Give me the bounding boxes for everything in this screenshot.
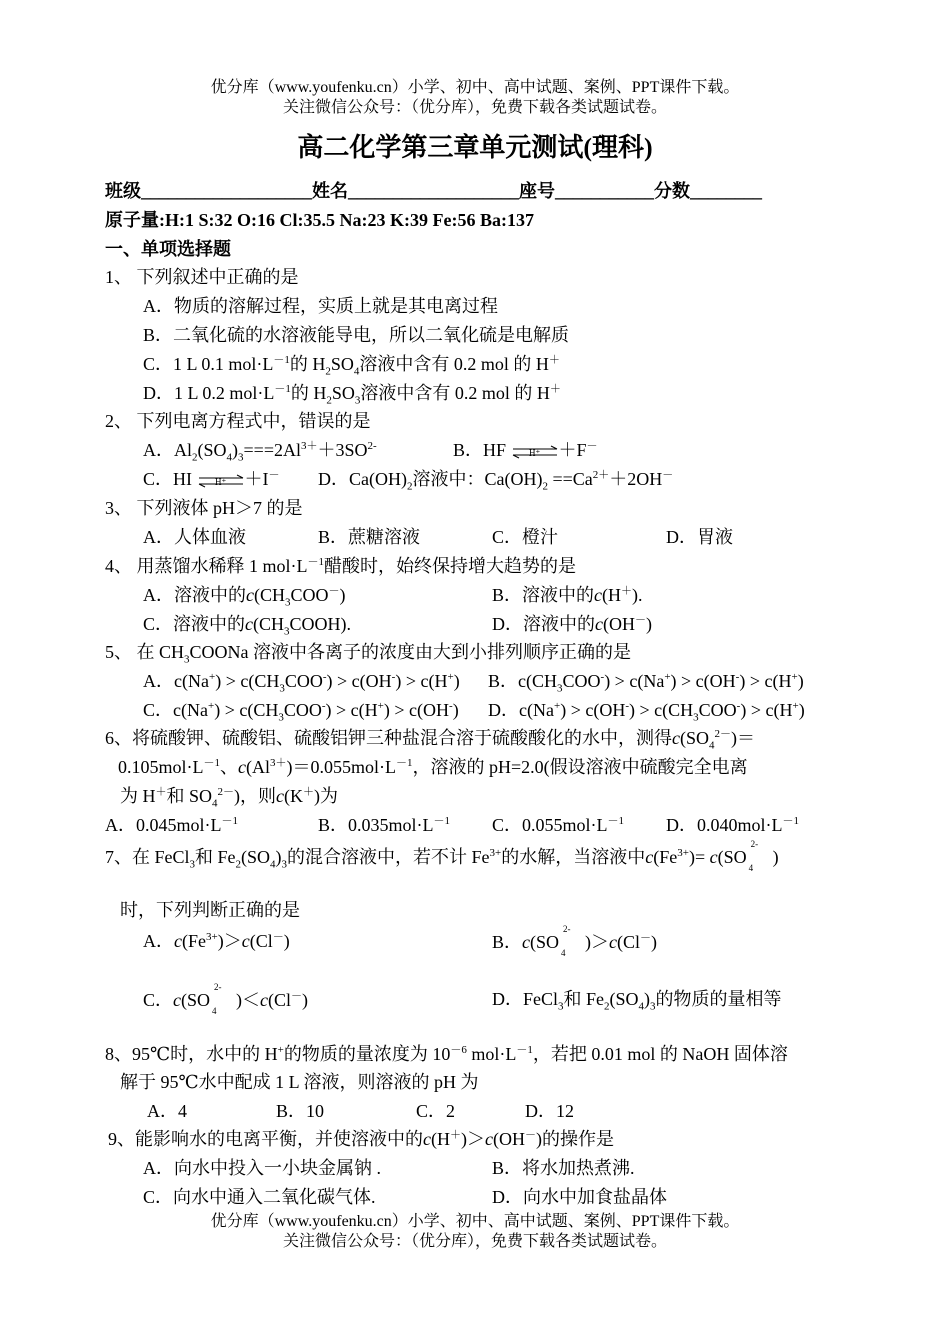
q4-option-d: D．溶液中的c(OH－) [492,614,652,634]
q2-option-d: D．$Ca(OH)_2$溶液中：$Ca(OH)_2 ==Ca^{2+}+2OH^-$ [318,469,674,493]
question-8-line-2: 解于 95℃水中配成 1 L 溶液，则溶液的 pH 为 [120,1072,479,1092]
question-7-line-2: 时，下列判断正确的是 [120,900,300,920]
q6-option-a: A．$0.045mol\cdot L^{-1}$ [105,815,238,835]
question-6-line-1: 6、将硫酸钾、硫酸铝、硫酸铝钾三种盐混合溶于硫酸酸化的水中，测得$c(SO_4^{2-})=$ [105,728,756,752]
q8-option-a: A．4 [147,1101,187,1121]
q2-option-a: A．$Al_2(SO_4)_3===2Al^{3+}+3SO^{2-}$ [143,440,377,464]
q4-option-a: A．溶液中的$c(CH_3COO^-)$ [143,585,346,609]
seat-field: 座号___________ [519,181,654,201]
q3-option-a: A．人体血液 [143,527,246,547]
svg-text:H⁺: H⁺ [528,447,540,458]
question-7-line-1: 7、在 FeCl$_3$和 $Fe_2(SO_4)_3$的混合溶液中，若不计 $Fe^{3+}$的水解，当溶液中$c(Fe^{3+})= c(SO$ 2- 4 ) [105,839,779,873]
q5-option-b: B．$c(CH_3COO^-) > c(Na^+) > c(OH^-) > c(H^+)$ [488,671,804,695]
q1-option-a: A．物质的溶解过程，实质上就是其电离过程 [143,296,498,316]
footer-line-2: 关注微信公众号：（优分库），免费下载各类试题试卷。 [282,1233,667,1250]
q7-option-c: C．c(SO 2- 4 )＜c(Cl－) [143,982,309,1016]
header-line-1: 优分库（www.youfenku.cn）小学、初中、高中试题、案例、PPT课件下载。 [210,79,740,96]
q9-option-d: D．向水中加食盐晶体 [492,1187,667,1207]
q8-option-d: D．12 [525,1101,574,1121]
score-field: 分数________ [654,181,762,201]
q7-option-d: D．FeCl$_3$和 $Fe_2(SO_4)_3$的物质的量相等 [492,989,782,1013]
q9-option-b: B．将水加热煮沸. [492,1158,635,1178]
q3-option-d: D．胃液 [666,527,733,547]
question-3-stem: 3、 下列液体 pH＞7 的是 [105,498,303,518]
q6-option-c: C．$0.055mol\cdot L^{-1}$ [492,815,624,835]
q1-option-b: B．二氧化硫的水溶液能导电，所以二氧化硫是电解质 [143,325,570,345]
name-field: 姓名___________________ [312,181,519,201]
q1-option-c: C．1 L 0.1 $mol\cdot L^{-1}$的 $H_2SO_4$溶液中含有 0.2 mol 的 H＋ [143,354,560,378]
question-1-stem: 1、 下列叙述中正确的是 [105,267,299,287]
question-6-line-3: 为 H＋和 $SO_4^{2-}$)，则c(K＋)为 [120,786,339,810]
question-9-stem: 9、能影响水的电离平衡，并使溶液中的c(H＋)＞c(OH－)的操作是 [108,1129,614,1149]
q2-option-c: C．HI H⁺ ＋I－ [143,469,280,489]
section-title: 一、单项选择题 [105,239,231,259]
info-line [105,180,762,202]
q5-option-a: A．$c(Na^+) > c(CH_3COO^-) > c(OH^-) > c(H^+)$ [143,671,460,695]
class-field: 班级___________________ [105,181,312,201]
q9-option-c: C．向水中通入二氧化碳气体. [143,1187,376,1207]
equilibrium-arrow-icon [197,474,245,488]
q4-option-b: B．溶液中的c(H＋). [492,585,643,605]
footer-line-1: 优分库（www.youfenku.cn）小学、初中、高中试题、案例、PPT课件下载。 [210,1213,740,1230]
q7-option-b: B．c(SO 2- 4 )＞c(Cl－) [492,924,658,958]
q4-option-c: C．溶液中的$c(CH_3COOH)$. [143,614,352,638]
q2-option-b: B．HF H⁺ ＋F－ [453,440,598,460]
q3-option-b: B．蔗糖溶液 [318,527,421,547]
question-6-line-2: $0.105mol\cdot L^{-1}$、$c(Al^{3+})=0.055mol\cdot L^{-1}$，溶液的 pH=2.0(假设溶液中硫酸完全电离 [118,757,748,777]
header-line-2: 关注微信公众号：（优分库），免费下载各类试题试卷。 [282,99,667,116]
question-5-stem: 5、 在 $CH_3COONa$ 溶液中各离子的浓度由大到小排列顺序正确的是 [105,642,632,666]
q6-option-b: B．$0.035mol\cdot L^{-1}$ [318,815,450,835]
q8-option-b: B．10 [276,1101,325,1121]
question-8-line-1: 8、95℃时，水中的 H+的物质的量浓度为 $10^{-6}$ $mol\cdot L^{-1}$，若把 0.01 mol 的 NaOH 固体溶 [105,1044,788,1064]
q1-option-d: D．1 L 0.2 $mol\cdot L^{-1}$的 $H_2SO_3$溶液中含有 0.2 mol 的 H＋ [143,383,561,407]
page-title: 高二化学第三章单元测试(理科) [297,133,653,162]
svg-text:H⁺: H⁺ [214,476,226,487]
atomic-mass-line: 原子量:H:1 S:32 O:16 Cl:35.5 Na:23 K:39 Fe:56 Ba:137 [105,210,534,230]
q7-option-a: A．$c(Fe^{3+})>c(Cl^-)$ [143,931,290,951]
q3-option-c: C．橙汁 [492,527,559,547]
q5-option-c: C．$c(Na^+) > c(CH_3COO^-) > c(H^+) > c(OH^-)$ [143,700,459,724]
q5-option-d: D．$c(Na^+) > c(OH^-) > c(CH_3COO^-) > c(H^+)$ [488,700,805,724]
q9-option-a: A．向水中投入一小块金属钠 . [143,1158,381,1178]
equilibrium-arrow-icon [511,445,559,459]
q6-option-d: D．$0.040mol\cdot L^{-1}$ [666,815,799,835]
question-2-stem: 2、 下列电离方程式中，错误的是 [105,411,371,431]
question-4-stem: 4、 用蒸馏水稀释 1 $mol\cdot L^{-1}$醋酸时，始终保持增大趋势的是 [105,556,576,576]
q8-option-c: C．2 [416,1101,456,1121]
